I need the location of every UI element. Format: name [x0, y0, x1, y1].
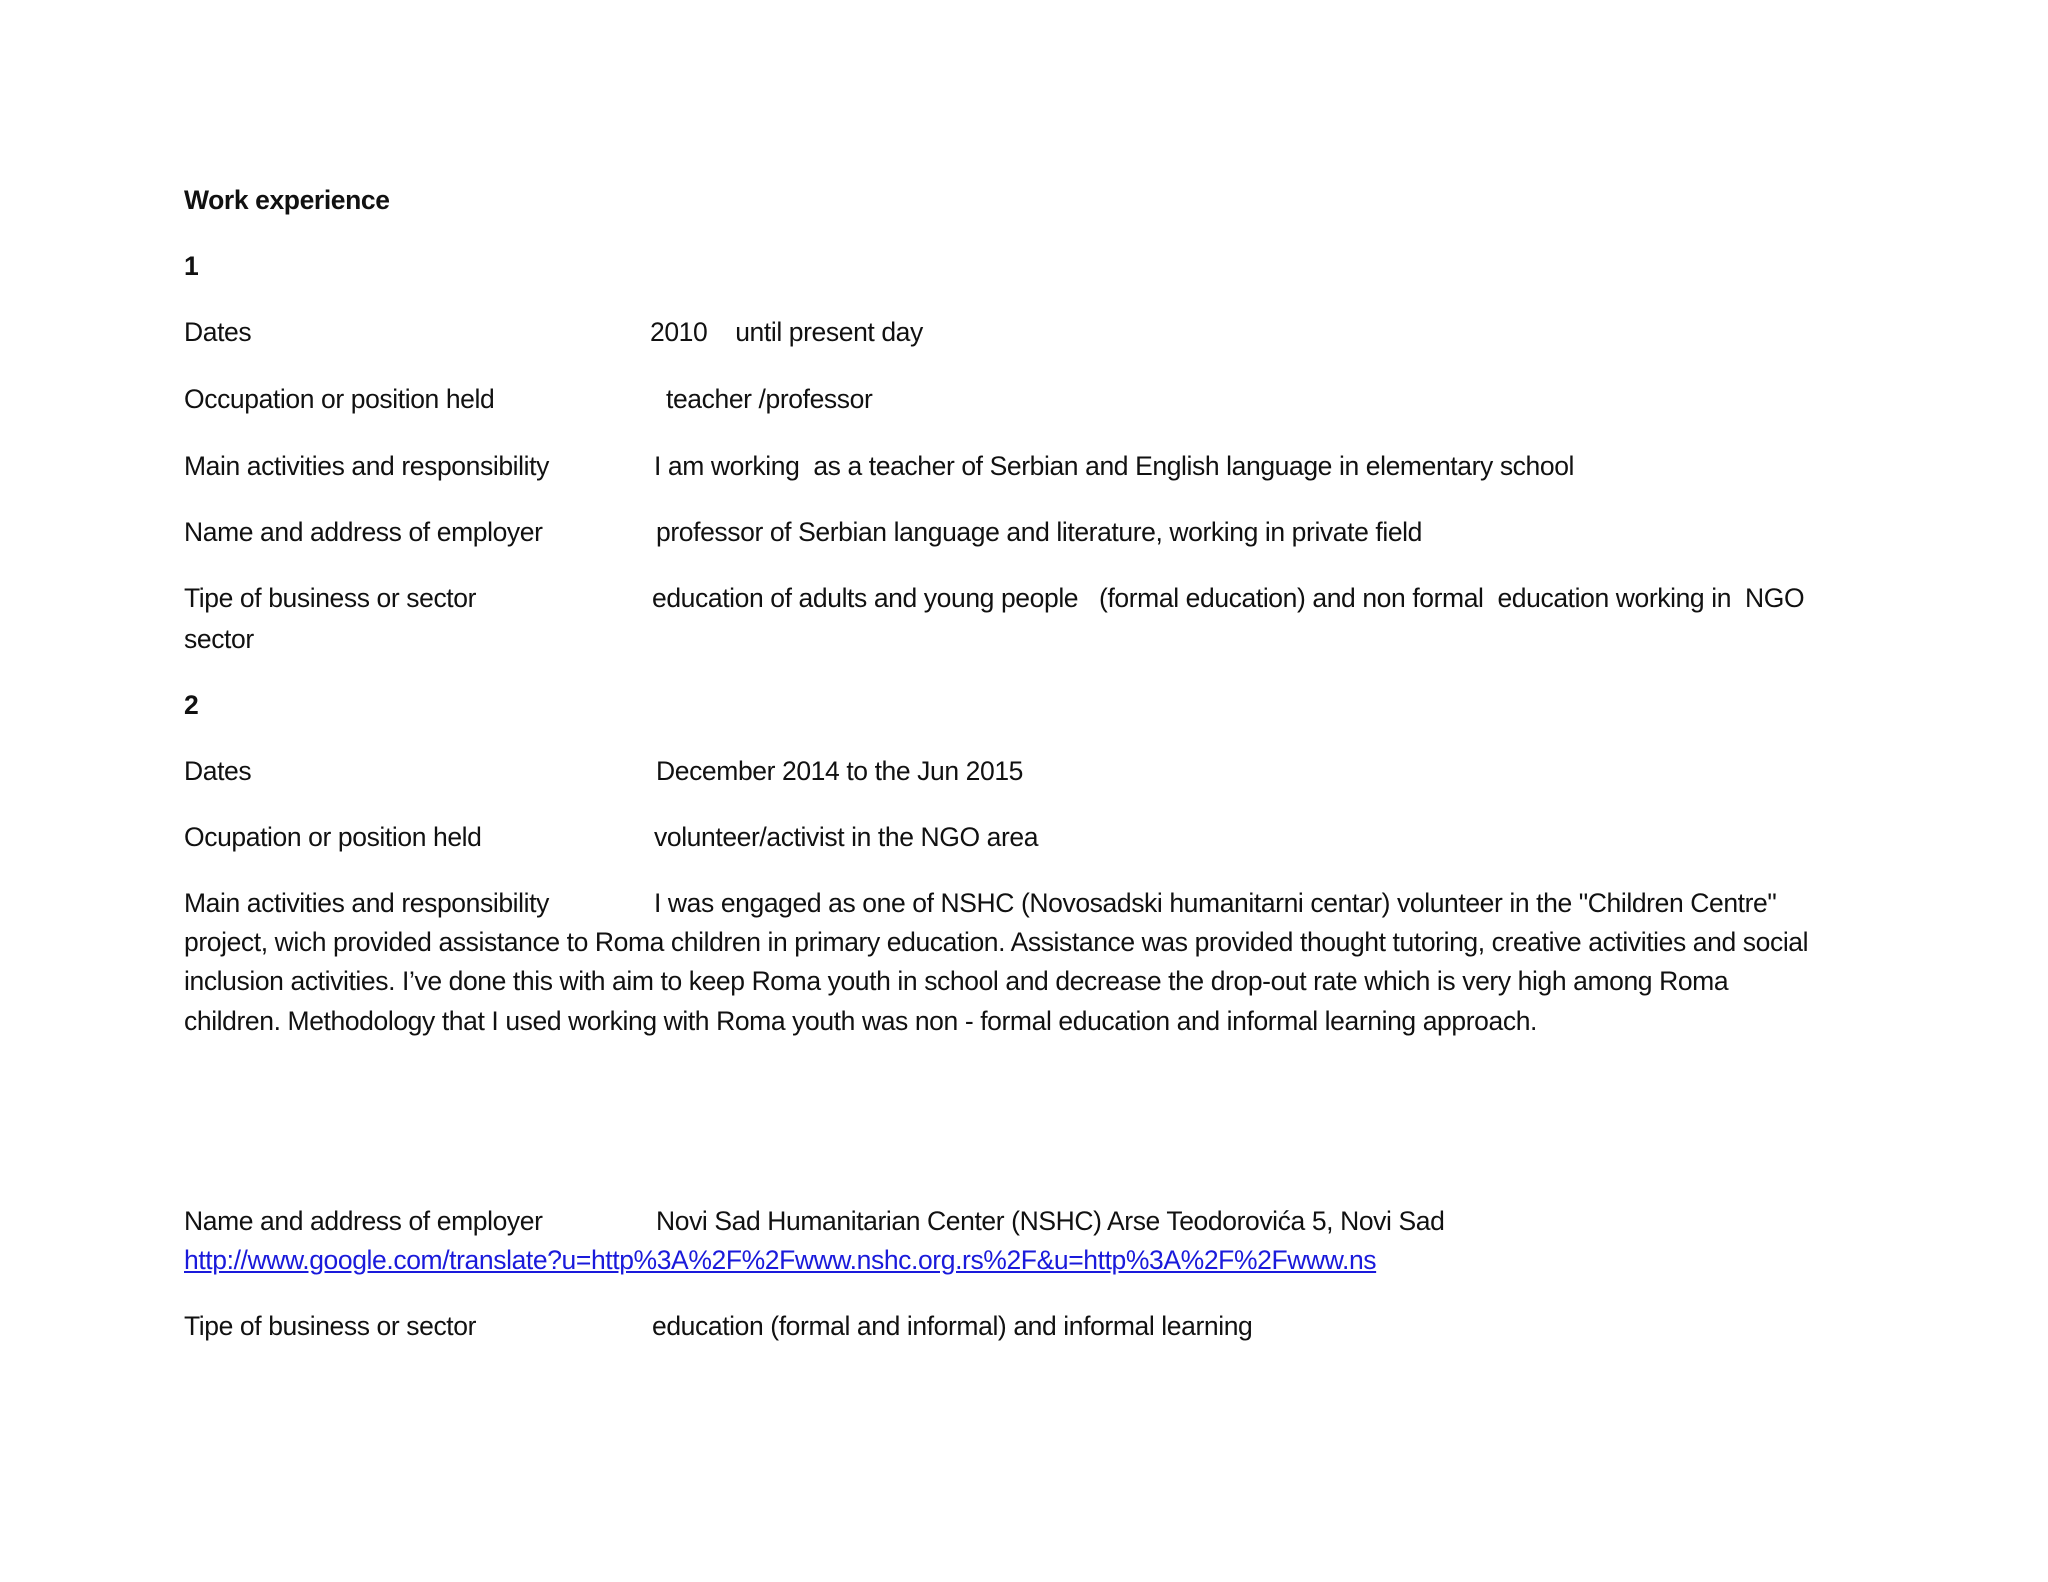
sector-value-continued: sector [184, 624, 254, 654]
dates-value: 2010 until present day [650, 317, 923, 347]
activities-label: Main activities and responsibility [184, 888, 549, 918]
employer-label: Name and address of employer [184, 1206, 543, 1236]
activities-value-line-2: project, wich provided assistance to Roma children in primary education. Assistance was provided thought tutoring, creative activities and social [184, 927, 1809, 957]
activities-value: I am working as a teacher of Serbian and English language in elementary school [654, 451, 1575, 481]
entry-number-2: 2 [184, 690, 199, 720]
employer-label: Name and address of employer [184, 517, 543, 547]
entry-number-1: 1 [184, 251, 199, 281]
dates-value: December 2014 to the Jun 2015 [656, 756, 1024, 786]
occupation-label: Ocupation or position held [184, 822, 482, 852]
employer-value: professor of Serbian language and literature, working in private field [656, 517, 1422, 547]
occupation-value: volunteer/activist in the NGO area [654, 822, 1039, 852]
activities-value: I was engaged as one of NSHC (Novosadski humanitarni centar) volunteer in the "Children Centre" [654, 888, 1777, 918]
dates-label: Dates [184, 756, 252, 786]
occupation-value: teacher /professor [666, 384, 873, 414]
sector-value: education of adults and young people (formal education) and non formal education working in NGO [652, 583, 1805, 613]
sector-label: Tipe of business or sector [184, 1311, 477, 1341]
activities-value-line-3: inclusion activities. I’ve done this with aim to keep Roma youth in school and decrease the drop-out rate which is very high among Roma [184, 966, 1729, 996]
sector-label: Tipe of business or sector [184, 583, 477, 613]
sector-value: education (formal and informal) and informal learning [652, 1311, 1253, 1341]
activities-value-line-4: children. Methodology that I used working with Roma youth was non - formal education and informal learning approach. [184, 1006, 1537, 1036]
employer-link[interactable]: http://www.google.com/translate?u=http%3A%2F%2Fwww.nshc.org.rs%2F&u=http%3A%2F%2Fwww.ns [184, 1245, 1377, 1275]
dates-label: Dates [184, 317, 252, 347]
activities-label: Main activities and responsibility [184, 451, 549, 481]
section-heading: Work experience [184, 185, 390, 215]
occupation-label: Occupation or position held [184, 384, 495, 414]
employer-value: Novi Sad Humanitarian Center (NSHC) Arse Teodorovića 5, Novi Sad [656, 1206, 1445, 1236]
